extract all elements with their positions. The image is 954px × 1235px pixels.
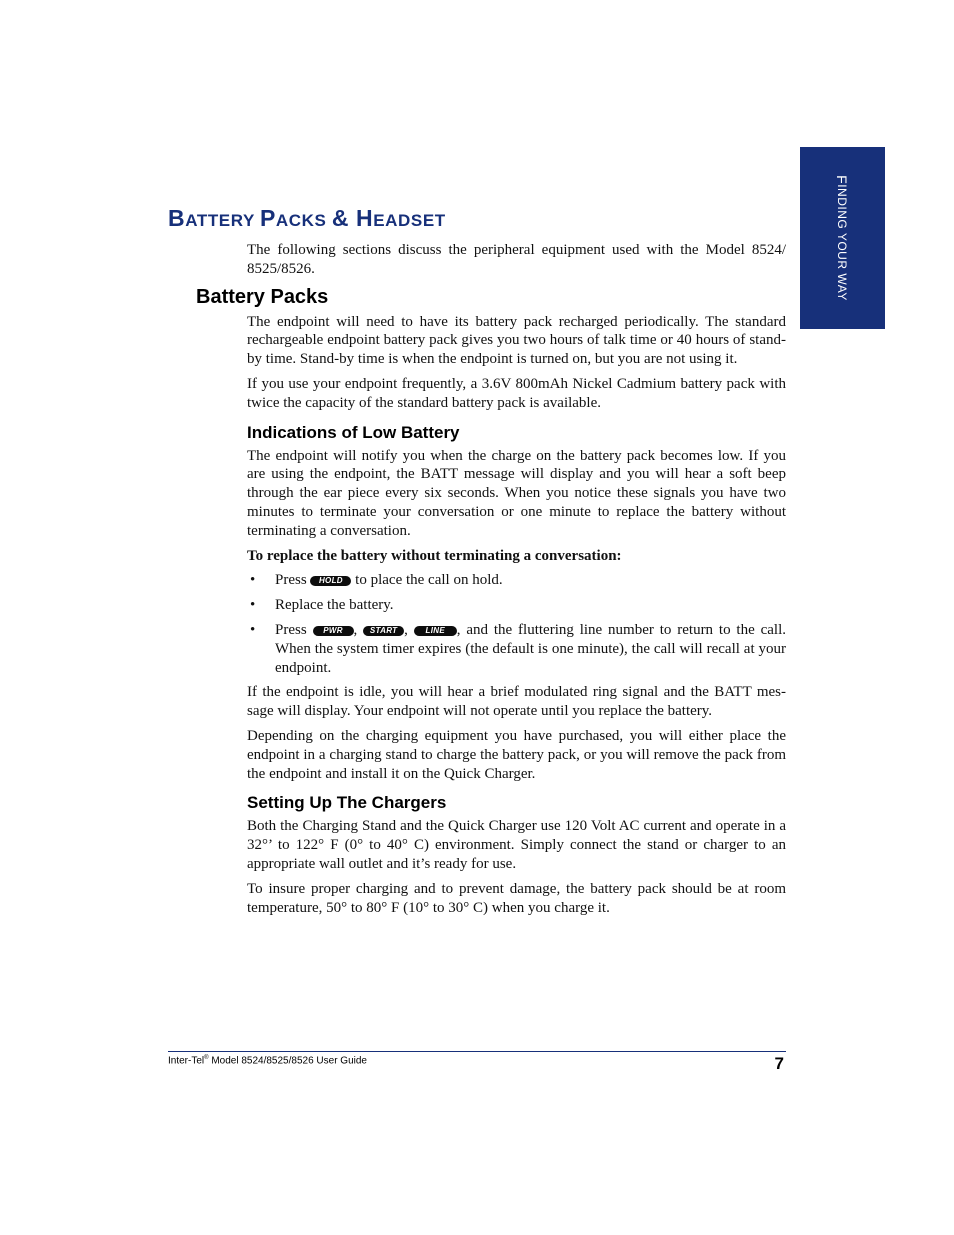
chargers-heading: Setting Up The Chargers bbox=[247, 793, 447, 813]
battery-packs-paragraph-2: If you use your endpoint frequently, a 3.6V 800mAh Nickel Cadmium battery pack with twice the capacity of the standard battery pack is available. bbox=[247, 375, 786, 411]
footer-divider bbox=[168, 1051, 786, 1052]
chargers-paragraph-2: To insure proper charging and to prevent damage, the battery pack should be at room temperature, 50° to 80° F (10° to 30° C) when you charge it. bbox=[247, 880, 786, 916]
battery-packs-paragraph-1: The endpoint will need to have its battery pack recharged periodically. The standard rechargeable endpoint battery pack gives you two hours of talk time or 40 hours of stand-by time. Stand-by time is when the endpoint is turned on, but you are not using it. bbox=[247, 313, 786, 368]
page-content bbox=[196, 241, 787, 923]
list-item: • Press HOLD to place the call on hold. bbox=[250, 572, 503, 589]
bullet: • bbox=[250, 597, 256, 614]
bullet: • bbox=[250, 572, 256, 589]
bullet: • bbox=[250, 621, 256, 638]
low-battery-paragraph-3: Depending on the charging equipment you have purchased, you will either place the endpoint in a charging stand to charge the battery pack, or you will remove the pack from the endpoint and install it on the Quick Charger. bbox=[247, 727, 786, 782]
pwr-key-icon: PWR bbox=[313, 626, 354, 636]
battery-packs-heading: Battery Packs bbox=[196, 285, 329, 308]
low-battery-heading: Indications of Low Battery bbox=[247, 422, 460, 442]
chapter-side-tab-label: F INDING YOUR WAY bbox=[834, 175, 851, 301]
chargers-paragraph-1: Both the Charging Stand and the Quick Charger use 120 Volt AC current and operate in a 32°’ to 122° F (0° to 40° C) environment. Simply connect the stand or charger to an appropriate wall outlet and it’s ready for use. bbox=[247, 818, 786, 872]
chapter-side-tab[interactable] bbox=[800, 147, 885, 329]
procedure-heading: To replace the battery without terminating a conversation: bbox=[247, 547, 622, 564]
page-number: 7 bbox=[774, 1054, 784, 1073]
section-title: BATTERY PACKS & HEADSET bbox=[168, 205, 446, 231]
list-item: • Replace the battery. bbox=[250, 597, 394, 614]
start-key-icon: START bbox=[363, 626, 404, 636]
low-battery-paragraph-2: If the endpoint is idle, you will hear a brief modulated ring signal and the BATT mes-sage will display. Your endpoint will not operate until you replace the battery. bbox=[247, 684, 786, 720]
line-key-icon: LINE bbox=[414, 626, 457, 636]
intro-paragraph: The following sections discuss the peripheral equipment used with the Model 8524/ 8525/8526. bbox=[247, 242, 786, 277]
hold-key-icon: HOLD bbox=[310, 576, 351, 586]
list-item: • Press PWR , START , LINE , and the fluttering line number to return to the call. When the system timer expires (the default is one minute), the call will recall at your endpoint. bbox=[250, 621, 787, 676]
low-battery-paragraph-1: The endpoint will notify you when the charge on the battery pack becomes low. If you are using the endpoint, the BATT message will display and you will hear a soft beep through the ear piece every six seconds. When you notice these signals you have two minutes to terminate your conversation or one minute to replace the battery without terminating a conversation. bbox=[247, 447, 786, 539]
footer-guide-title: Inter-Tel® Model 8524/8525/8526 User Guide bbox=[168, 1055, 367, 1067]
procedure-steps bbox=[247, 571, 786, 677]
